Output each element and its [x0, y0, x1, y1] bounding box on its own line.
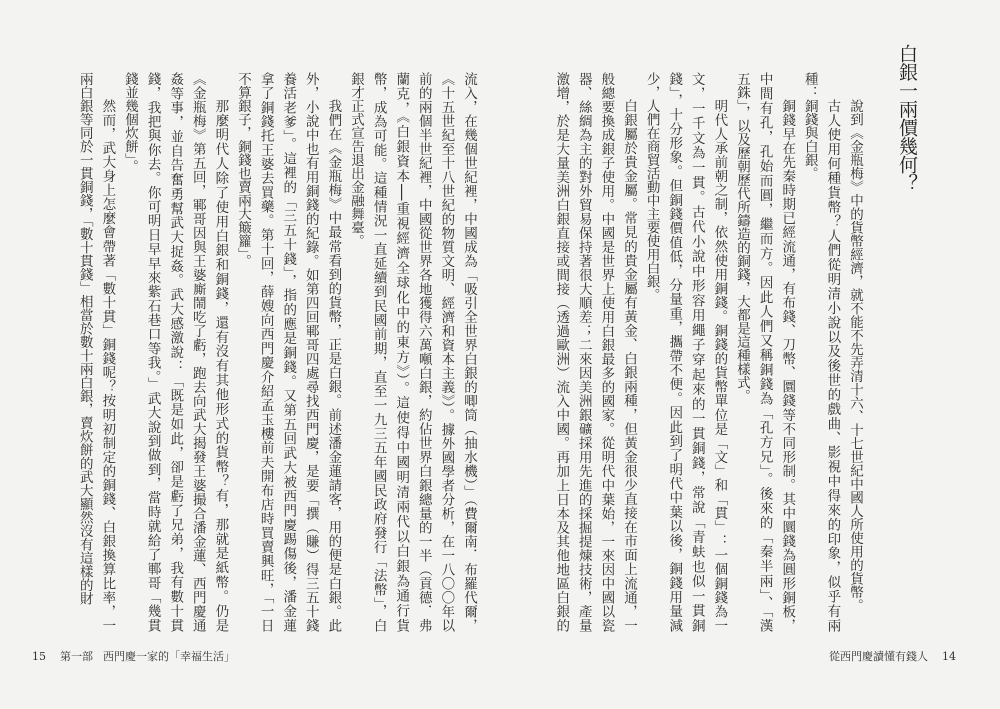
text-column: 錢」，十分形象。但銅錢價值低，分量重，攜帶不便。因此到了明代中葉以後，銅錢用量減	[666, 72, 683, 632]
text-column: 器、絲綢為主的對外貿易保持著很大順差；二來因美洲銀礦採用先進的採掘提煉技術，產量	[575, 72, 592, 632]
text-column: 白銀屬於貴金屬。常見的貴金屬有黃金、白銀兩種，但黃金很少直接在市面上流通，一	[621, 99, 637, 632]
text-column: 古人使用何種貨幣？人們從明清小說以及後世的戲曲、影視中得來的印象，似乎有兩	[824, 99, 841, 632]
page-number: 15	[32, 650, 46, 663]
chapter-title: 白銀一兩價幾何？	[896, 44, 918, 192]
text-column: 銀才正式宣告退出金融舞臺。	[348, 72, 364, 248]
text-column: 般總要換成銀子使用。中國是世界上使用白銀最多的國家。從明代中葉始，一來因中國以瓷	[598, 72, 615, 632]
text-column: 然而，武大身上怎麼會帶著「數十貫」銅錢呢？按明初制定的銅錢、白銀換算比率，一	[99, 99, 116, 632]
text-column: 錢，我把與你去。你可明日早早來紫石巷口等我。」武大說到做到，當時就給了鄆哥「幾貫	[144, 72, 161, 632]
text-column: 養活老爹」。這裡的「三五十錢」，指的應是銅錢。又第五回武大被西門慶踢傷後，潘金蓮	[280, 72, 297, 632]
text-column: 明代人承前朝之制，依然使用銅錢。銅錢的貨幣單位是「文」和「貫」：一個銅錢為一	[711, 99, 728, 632]
text-column: 激增，於是大量美洲白銀直接或間接（透過歐洲）流入中國。再加上日本及其他地區白銀的	[553, 72, 570, 632]
text-column: 種：銅錢與白銀。	[801, 72, 818, 180]
text-column: 蘭克，《白銀資本──重視經濟全球化中的東方》）。這使得中國明清兩代以白銀為通行貨	[393, 72, 410, 632]
text-column: 錢並幾個炊餅」。	[122, 72, 138, 174]
text-column: 前的兩個半世紀裡，中國從世界各地獲得六萬噸白銀，約佔世界白銀總量的一半（貢德．弗	[415, 72, 432, 632]
text-column: 流入，在幾個世紀裡，中國成為「吸引全世界白銀的唧筒（抽水機）」（費爾南．布羅代爾，	[461, 72, 477, 632]
text-column: 不算銀子，銅錢也賣兩大簸籮」。	[235, 72, 251, 268]
text-column: 中間有孔，孔始而圓，繼而方。因此人們又稱銅錢為「孔方兄」。後來的「秦半兩」、「漢	[756, 72, 773, 632]
text-column: 那麼明代人除了使用白銀和銅錢，還有沒有其他形式的貨幣？有，那就是紙幣。仍是	[212, 99, 229, 632]
text-column: 外，小說中也有用銅錢的紀錄。如第四回鄆哥四處尋找西門慶，是要「撰（賺）得三五十錢	[302, 72, 319, 632]
text-column: 我們在《金瓶梅》中最常看到的貨幣，正是白銀。前述潘金蓮請客，用的便是白銀。此	[325, 99, 342, 632]
text-column: 銅錢早在先秦時期已經流通，有布錢、刀幣、圜錢等不同形制。其中圜錢為圓形銅板，	[779, 99, 796, 632]
text-column: 拿了銅錢托王婆去買藥。第十回，薛嫂向西門慶介紹孟玉樓前夫開布店時買賣興旺，「一日	[257, 72, 274, 632]
text-column: 《金瓶梅》第五回，鄆哥因與王婆廝鬧吃了虧，跑去向武大揭發王婆撮合潘金蓮、西門慶通	[189, 72, 206, 632]
running-head: 西門慶一家的「幸福生活」	[103, 650, 235, 663]
page-number: 14	[942, 650, 956, 663]
text-column: 《十五世紀至十八世紀的物質文明、經濟和資本主義》）。據外國學者分析，在一八〇〇年以	[438, 72, 455, 632]
part-label: 第一部	[60, 650, 93, 663]
right-page-footer	[829, 650, 956, 664]
text-column: 兩白銀等同於一貫銅錢，「數十貫錢」相當於數十兩白銀，賣炊餅的武大顯然沒有這樣的財	[76, 72, 93, 606]
left-page-footer	[32, 650, 235, 664]
text-column: 少，人們在商貿活動中主要使用白銀。	[643, 72, 660, 302]
text-column: 文，一千文為一貫。古代小說中形容用繩子穿起來的一貫銅錢，常說「青蚨也似一貫銅	[688, 72, 705, 632]
text-column: 五銖」，以及歷朝歷代所鑄造的銅錢，大都是這種樣式。	[734, 72, 750, 403]
running-head: 從西門慶讀懂有錢人	[829, 650, 928, 663]
text-column: 幣，成為可能。這種情況一直延續到民國前期，直至一九三五年國民政府發行「法幣」，白	[370, 72, 387, 632]
text-column: 姦等事，並自告奮勇幫武大捉姦。武大感激說：「既是如此，卻是虧了兄弟，我有數十貫	[167, 72, 184, 632]
text-column: 說到《金瓶梅》中的貨幣經濟，就不能不先弄清十六、十七世紀中國人所使用的貨幣。	[847, 99, 863, 612]
